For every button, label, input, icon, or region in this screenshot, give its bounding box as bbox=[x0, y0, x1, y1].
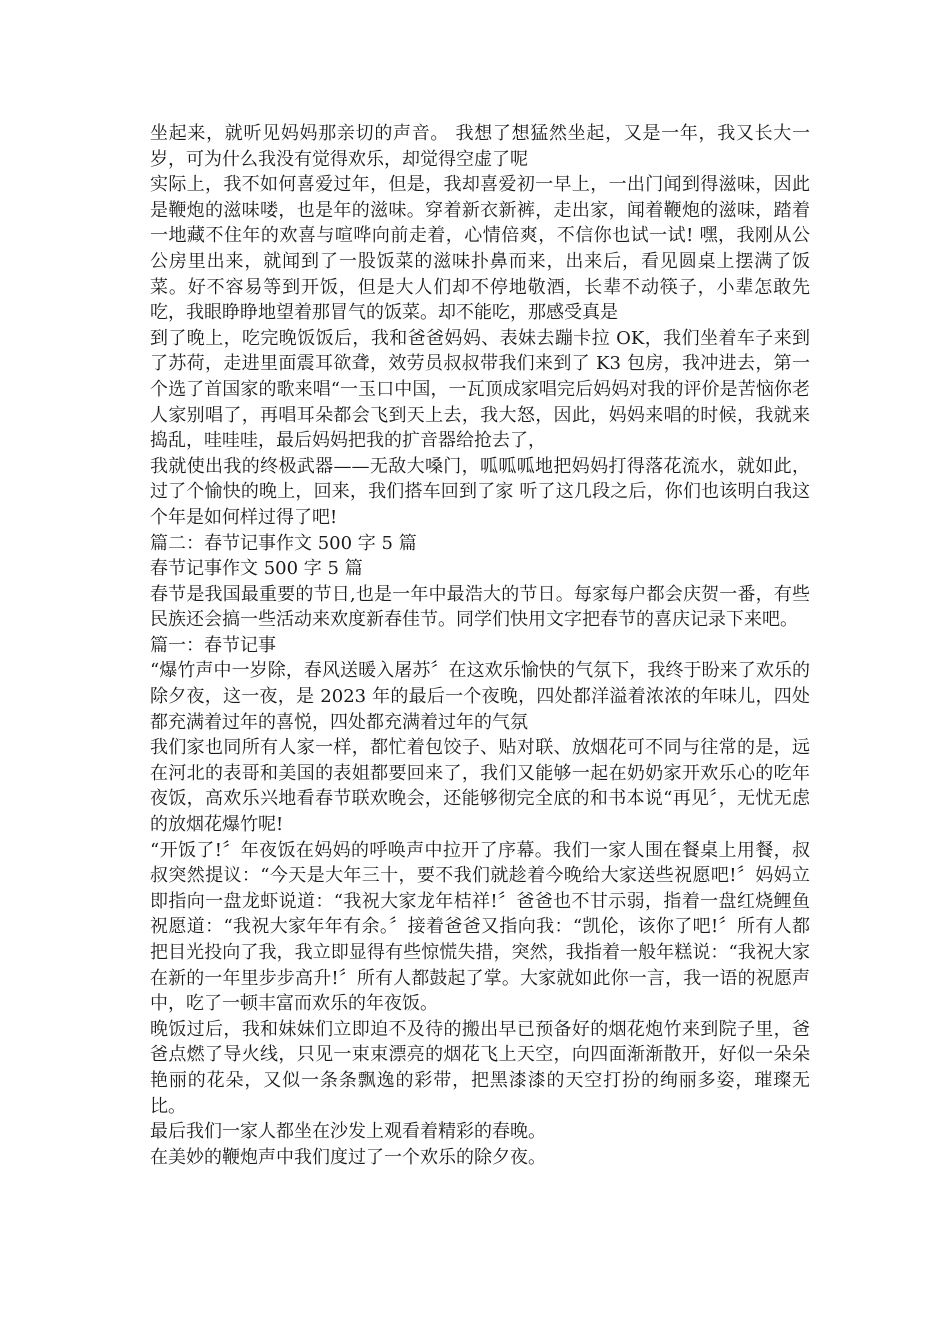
section-heading: 篇一：春节记事 bbox=[150, 634, 276, 656]
paragraph: 春节是我国最重要的节日,也是一年中最浩大的节日。每家每户都会庆贺一番，有些民族还会搞一些活动来欢度新春佳节。同学们快用文字把春节的喜庆记录下来吧。 bbox=[150, 583, 810, 631]
paragraph: 在美妙的鞭炮声中我们度过了一个欢乐的除夕夜。 bbox=[150, 1146, 546, 1168]
paragraph: 到了晚上，吃完晚饭饭后，我和爸爸妈妈、表妹去蹦卡拉 OK，我们坐着车子来到了苏荷，走进里面震耳欲聋，效劳员叔叔带我们来到了 K3 包房，我冲进去，第一个选了首国家的歌来唱“一玉口中国，一瓦顶成家唱完后妈妈对我的评价是苦恼你老人家别唱了，再唱耳朵都会飞到天上去，我大怒，因此，妈妈来唱的时候，我就来捣乱，哇哇哇，最后妈妈把我的扩音器给抢去了， bbox=[150, 327, 810, 452]
section-heading: 篇二：春节记事作文 500 字 5 篇 bbox=[150, 532, 417, 554]
paragraph: “开饭了!〞年夜饭在妈妈的呼唤声中拉开了序幕。我们一家人围在餐桌上用餐，叔叔突然提议：“今天是大年三十，要不我们就趁着今晚给大家送些祝愿吧!〞妈妈立即指向一盘龙虾说道：“我祝大家龙年桔祥!〞爸爸也不甘示弱，指着一盘红烧鲤鱼祝愿道：“我祝大家年年有余。〞接着爸爸又指向我：“凯伦，该你了吧!〞所有人都把目光投向了我，我立即显得有些惊慌失措，突然，我指着一般年糕说：“我祝大家在新的一年里步步高升!〞所有人都鼓起了掌。大家就如此你一言，我一语的祝愿声中，吃了一顿丰富而欢乐的年夜饭。 bbox=[150, 839, 810, 1015]
paragraph: 我们家也同所有人家一样，都忙着包饺子、贴对联、放烟花可不同与往常的是，远在河北的表哥和美国的表姐都要回来了，我们又能够一起在奶奶家开欢乐心的吃年夜饭，高欢乐兴地看春节联欢晚会，还能够彻完全底的和书本说“再见〞，无忧无虑的放烟花爆竹呢! bbox=[150, 737, 810, 836]
paragraph: “爆竹声中一岁除，春风送暖入屠苏〞在这欢乐愉快的气氛下，我终于盼来了欢乐的除夕夜，这一夜，是 2023 年的最后一个夜晚，四处都洋溢着浓浓的年味儿，四处都充满着过年的喜悦，四处都充满着过年的气氛 bbox=[150, 660, 810, 733]
paragraph: 最后我们一家人都坐在沙发上观看着精彩的春晚。 bbox=[150, 1121, 546, 1143]
paragraph: 坐起来，就听见妈妈那亲切的声音。 我想了想猛然坐起，又是一年，我又长大一岁，可为什么我没有觉得欢乐，却觉得空虚了呢 bbox=[150, 123, 810, 170]
article-title: 春节记事作文 500 字 5 篇 bbox=[150, 558, 363, 580]
paragraph: 晚饭过后，我和妹妹们立即迫不及待的搬出早已预备好的烟花炮竹来到院子里，爸爸点燃了导火线，只见一束束漂亮的烟花飞上天空，向四面渐渐散开，好似一朵朵艳丽的花朵，又似一条条飘逸的彩带，把黑漆漆的天空打扮的绚丽多姿，璀璨无比。 bbox=[150, 1018, 810, 1117]
paragraph: 实际上，我不如何喜爱过年，但是，我却喜爱初一早上，一出门闻到得滋味，因此是鞭炮的滋味喽，也是年的滋味。穿着新衣新裤，走出家，闻着鞭炮的滋味，踏着一地藏不住年的欢喜与喧哗向前走着，心情倍爽，不信你也试一试! 嘿，我刚从公公房里出来，就闻到了一股饭菜的滋味扑鼻而来，出来后，看见圆桌上摆满了饭菜。好不容易等到开饭，但是大人们却不停地敬酒，长辈不动筷子，小辈怎敢先吃，我眼睁睁地望着那冒气的饭菜。却不能吃，那感受真是 bbox=[150, 174, 810, 324]
document-body bbox=[150, 121, 810, 1170]
paragraph: 我就使出我的终极武器——无敌大嗓门，呱呱呱地把妈妈打得落花流水，就如此，过了个愉快的晚上，回来，我们搭车回到了家 听了这几段之后，你们也该明白我这个年是如何样过得了吧! bbox=[150, 455, 810, 528]
